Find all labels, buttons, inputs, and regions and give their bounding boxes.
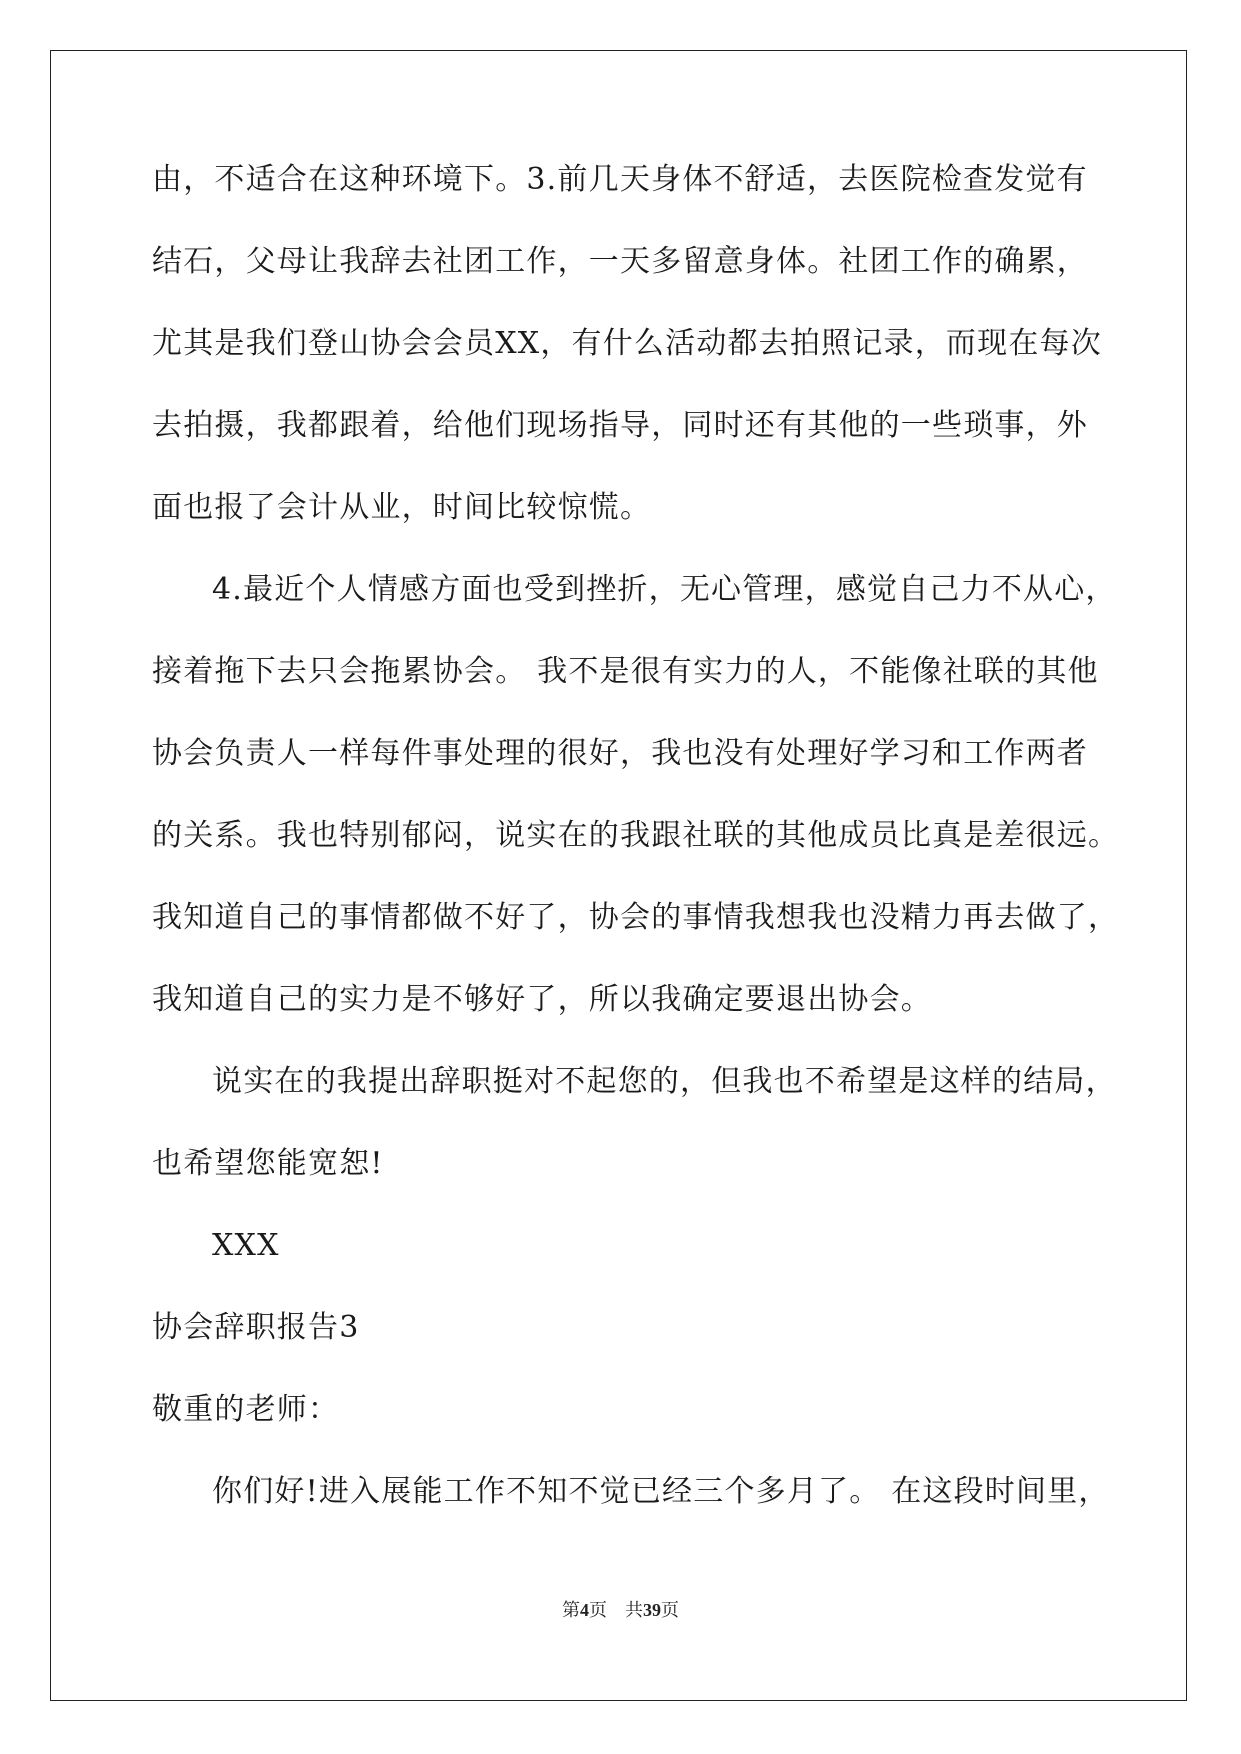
total-prefix: 共 — [625, 1600, 643, 1620]
signature: XXX — [212, 1228, 280, 1263]
text-line: 你们好!进入展能工作不知不觉已经三个多月了。 在这段时间里， — [212, 1474, 1110, 1509]
page-suffix: 页 — [589, 1600, 607, 1620]
text-line: 我知道自己的实力是不够好了，所以我确定要退出协会。 — [152, 982, 932, 1017]
section-title: 协会辞职报告3 — [152, 1310, 360, 1345]
text-line: 尤其是我们登山协会会员XX，有什么活动都去拍照记录，而现在每次 — [152, 326, 1102, 361]
text-line: 协会负责人一样每件事处理的很好，我也没有处理好学习和工作两者 — [152, 736, 1088, 771]
text-line: 由，不适合在这种环境下。3.前几天身体不舒适，去医院检查发觉有 — [152, 162, 1088, 197]
document-body — [152, 160, 1120, 1554]
page-number: 4 — [580, 1600, 589, 1620]
text-line: 去拍摄，我都跟着，给他们现场指导，同时还有其他的一些琐事，外 — [152, 408, 1088, 443]
text-line: 我知道自己的事情都做不好了，协会的事情我想我也没精力再去做了， — [152, 900, 1120, 935]
text-line: 面也报了会计从业，时间比较惊慌。 — [152, 490, 652, 525]
total-suffix: 页 — [661, 1600, 679, 1620]
text-line: 说实在的我提出辞职挺对不起您的，但我也不希望是这样的结局， — [212, 1064, 1117, 1099]
text-line: 也希望您能宽恕! — [152, 1146, 384, 1181]
text-line: 的关系。我也特别郁闷，说实在的我跟社联的其他成员比真是差很远。 — [152, 818, 1120, 853]
text-line: 4.最近个人情感方面也受到挫折，无心管理，感觉自己力不从心， — [212, 572, 1117, 607]
text-line: 结石，父母让我辞去社团工作，一天多留意身体。社团工作的确累， — [152, 244, 1088, 279]
page-prefix: 第 — [562, 1600, 580, 1620]
page-footer — [0, 1596, 1241, 1622]
total-pages: 39 — [643, 1600, 661, 1620]
salutation: 敬重的老师： — [152, 1392, 340, 1427]
text-line: 接着拖下去只会拖累协会。 我不是很有实力的人，不能像社联的其他 — [152, 654, 1099, 689]
